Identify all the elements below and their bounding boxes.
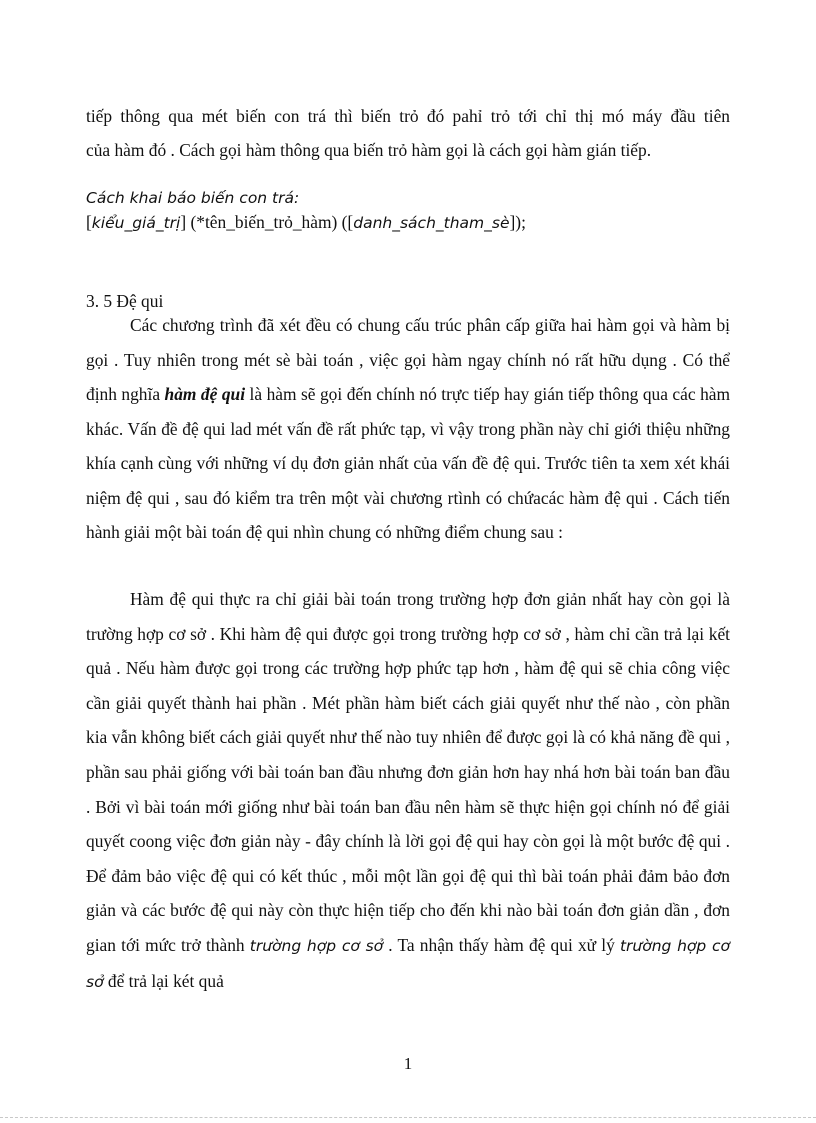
syntax-return-type: kiểu_giá_trị — [91, 214, 181, 232]
paragraph-intro-line-2: của hàm đó . Cách gọi hàm thông qua biến trỏ hàm gọi là cách gọi hàm gián tiếp. — [86, 140, 652, 160]
recursion-term: hàm đệ qui — [164, 384, 246, 404]
syntax-close: ]); — [509, 212, 526, 232]
section-heading: 3. 5 Đệ qui — [86, 291, 164, 311]
syntax-param-list: danh_sách_tham_sè — [353, 214, 510, 232]
paragraph-recursion-intro — [86, 308, 730, 550]
recursion-intro-text-a: Các chương trình đã xét đều có chung cấu trúc phân cấp giữa hai hàm gọi và hàm bị gọi . Tuy nhiên trong mét sè bài toán , việc gọi hàm ngay chính nó rất hữu dụng . Có thể định nghĩa — [86, 315, 730, 404]
paragraph-base-case — [86, 582, 730, 999]
syntax-pointer-name: ] (*tên_biến_trỏ_hàm) ([ — [180, 212, 354, 232]
paragraph-intro-line-1: tiếp thông qua mét biến con trá thì biến trỏ đó pahỉ trỏ tới chỉ thị mó máy đầu tiên — [86, 106, 730, 126]
paragraph-intro — [86, 99, 730, 167]
base-case-text-b: . Ta nhận thấy hàm đệ qui xử lý — [383, 934, 620, 955]
base-case-term-2: trường hợp cơ sở — [86, 936, 730, 991]
recursion-intro-text-b: là hàm sẽ gọi đến chính nó trực tiếp hay gián tiếp thông qua các hàm khác. Vấn đề đệ qui lad mét vấn đề rất phức tạp, vì vậy trong phần này chỉ giới thiệu những khía cạnh cùng với những ví dụ đơn giản nhất của vấn đề đệ qui. Trước tiên ta xem xét khái niệm đệ qui , sau đó kiểm tra trên một vài chương rtình có chứacác hàm đệ qui . Cách tiến hành giải một bài toán đệ qui nhìn chung có những điểm chung sau : — [86, 384, 731, 542]
base-case-text-c: để trả lại két quả — [103, 970, 224, 991]
base-case-term-1: trường hợp cơ sở — [249, 936, 384, 955]
syntax-open-bracket: [ — [86, 212, 92, 232]
declaration-caption: Cách khai báo biến con trá: — [86, 189, 300, 207]
base-case-text-a: Hàm đệ qui thực ra chỉ giải bài toán trong trường hợp đơn giản nhất hay còn gọi là trường hợp cơ sở . Khi hàm đệ qui được gọi trong trường hợp cơ sở , hàm chỉ cần trả lại kết quả . Nếu hàm được gọi trong các trường hợp phức tạp hơn , hàm đệ qui sẽ chia công việc cần giải quyết thành hai phần . Mét phần hàm biết cách giải quyết như thế nào , còn phần kia vẫn không biết cách giải quyết như thế nào tuy nhiên để được gọi là có khả năng đề qui , phần sau phải giống với bài toán ban đầu nhưng đơn giản hơn hay nhá hơn bài toán ban đầu . Bởi vì bài toán mới giống như bài toán ban đầu nên hàm sẽ thực hiện gọi chính nó để giải quyết coong việc đơn giản này - đây chính là lời gọi đệ qui hay còn gọi là một bước đệ qui . Để đảm bảo việc đệ qui có kết thúc , mỗi một lần gọi đệ qui thì bài toán phải đảm bảo đơn giản và các bước đệ qui này còn thực hiện tiếp cho đến khi nào bài toán đơn giản dần , đơn gian tới mức trở thành — [86, 589, 730, 955]
declaration-syntax — [86, 210, 730, 235]
page-number: 1 — [403, 1054, 413, 1073]
page-bottom-divider — [0, 1117, 816, 1118]
pointer-declaration — [86, 186, 730, 235]
